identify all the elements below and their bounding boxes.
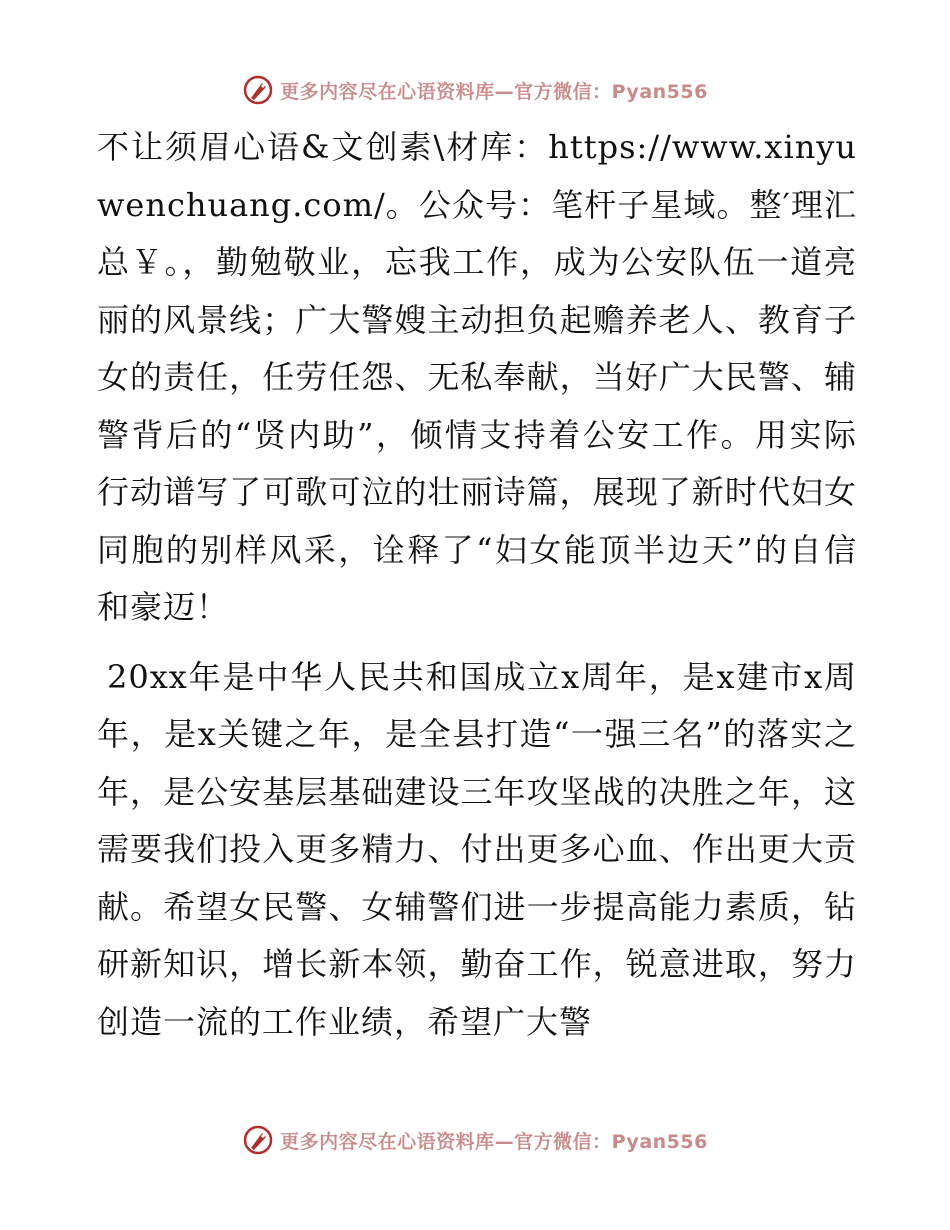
document-body: [97, 119, 857, 1051]
pen-nib-logo-icon: [242, 74, 274, 106]
paragraph-1: 不让须眉心语&文创素\材库：https://www.xinyuwenchuang.com/。公众号：笔杆子星域。整′理汇总￥。，勤勉敬业，忘我工作，成为公安队伍一道亮丽的风景线；广大警嫂主动担负起赡养老人、教育子女的责任，任劳任怨、无私奉献，当好广大民警、辅警背后的“贤内助”，倾情支持着公安工作。用实际行动谱写了可歌可泣的壮丽诗篇，展现了新时代妇女同胞的别样风采，诠释了“妇女能顶半边天”的自信和豪迈！: [97, 128, 857, 626]
paragraph-2: 20xx年是中华人民共和国成立x周年，是x建市x周年，是x关键之年，是全县打造“一强三名”的落实之年，是公安基层基础建设三年攻坚战的决胜之年，这需要我们投入更多精力、付出更多心血、作出更大贡献。希望女民警、女辅警们进一步提高能力素质，钻研新知识，增长新本领，勤奋工作，锐意进取，努力创造一流的工作业绩，希望广大警: [97, 657, 857, 1041]
header-banner: [0, 70, 950, 110]
footer-banner: [0, 1120, 950, 1160]
pen-nib-logo-icon: [242, 1124, 274, 1156]
header-banner-text: 更多内容尽在心语资料库—官方微信：Pyan556: [280, 80, 708, 103]
footer-banner-text: 更多内容尽在心语资料库—官方微信：Pyan556: [280, 1130, 708, 1153]
